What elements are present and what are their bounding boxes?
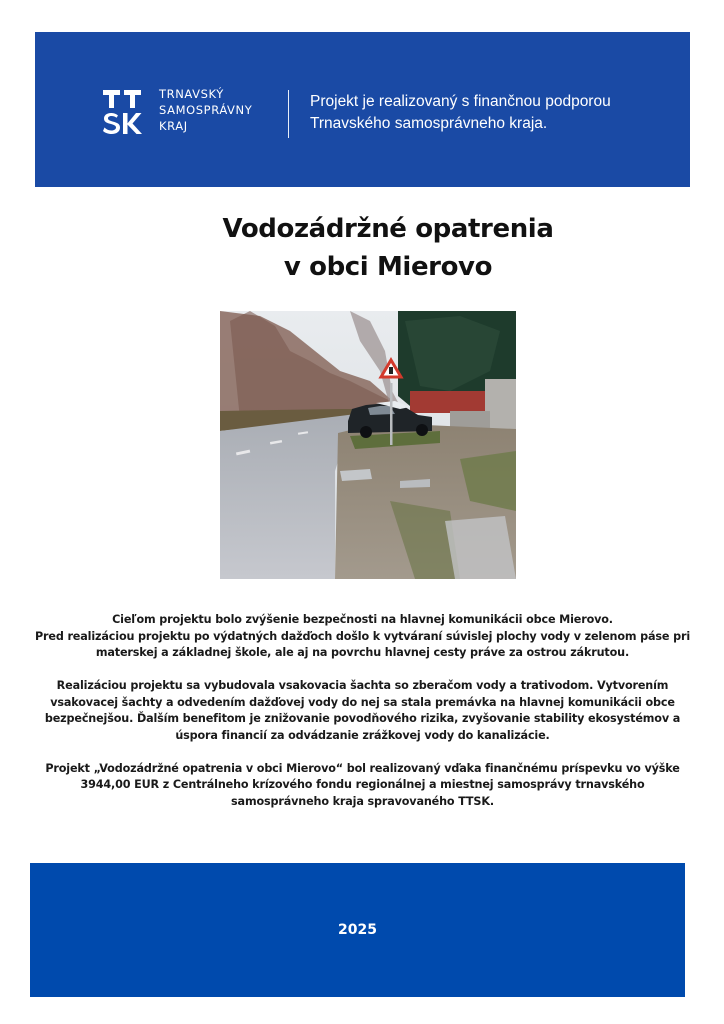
project-description <box>30 612 695 827</box>
ttsk-logo <box>103 88 143 136</box>
description-line: Pred realizáciou projektu po výdatných dažďoch došlo k vytváraní súvislej plochy vody v zelenom páse pri <box>34 629 691 643</box>
logo-name-line: KRAJ <box>159 119 188 133</box>
description-line: Cieľom projektu bolo zvýšenie bezpečnosti na hlavnej komunikácii obce Mierovo. <box>112 613 613 626</box>
header-divider <box>288 90 289 138</box>
ttsk-logo-text <box>159 86 252 134</box>
description-line: Projekt „Vodozádržné opatrenia v obci Mierovo“ bol realizovaný vďaka finančnému príspevku vo výške <box>45 761 680 775</box>
logo-name-line: TRNAVSKÝ <box>159 87 224 101</box>
description-line: 3944,00 EUR z Centrálneho krízového fondu regionálnej a miestnej samosprávy trnavského <box>80 778 645 791</box>
project-photo <box>220 311 516 579</box>
title-line: v obci Mierovo <box>283 252 493 282</box>
description-paragraph <box>30 678 695 744</box>
title-line: Vodozádržné opatrenia <box>222 214 554 244</box>
description-line: Realizáciou projektu sa vybudovala vsakovacia šachta so zberačom vody a trativodom. Vytvorením <box>56 679 669 692</box>
description-paragraph <box>30 612 695 662</box>
description-paragraph <box>30 761 695 811</box>
tagline-line: Trnavského samosprávneho kraja. <box>310 115 548 132</box>
header-banner <box>35 32 690 187</box>
description-line: vsakovacej šachty a odvedením dažďovej vody do nej sa stala premávka na hlavnej komunikácii obce <box>50 695 675 709</box>
description-line: úspora financií za odvádzanie zrážkovej vody do kanalizácie. <box>175 728 550 742</box>
tagline-line: Projekt je realizovaný s finančnou podporou <box>310 93 611 110</box>
description-line: bezpečnejšou. Ďalším benefitom je znižovanie povodňového rizika, zvyšovanie stability ekosystémov a <box>44 712 681 725</box>
page-title <box>0 210 724 286</box>
description-line: materskej a základnej škole, ale aj na povrchu hlavnej cesty práve za ostrou zákrutou. <box>95 646 630 659</box>
street-photo-image <box>220 311 516 579</box>
ttsk-logo-mark-icon <box>103 88 143 136</box>
funding-tagline <box>310 91 611 135</box>
footer-year: 2025 <box>338 922 377 938</box>
description-line: samosprávneho kraja spravovaného TTSK. <box>231 794 494 808</box>
logo-name-line: SAMOSPRÁVNY <box>159 103 253 117</box>
footer-banner <box>30 863 685 997</box>
